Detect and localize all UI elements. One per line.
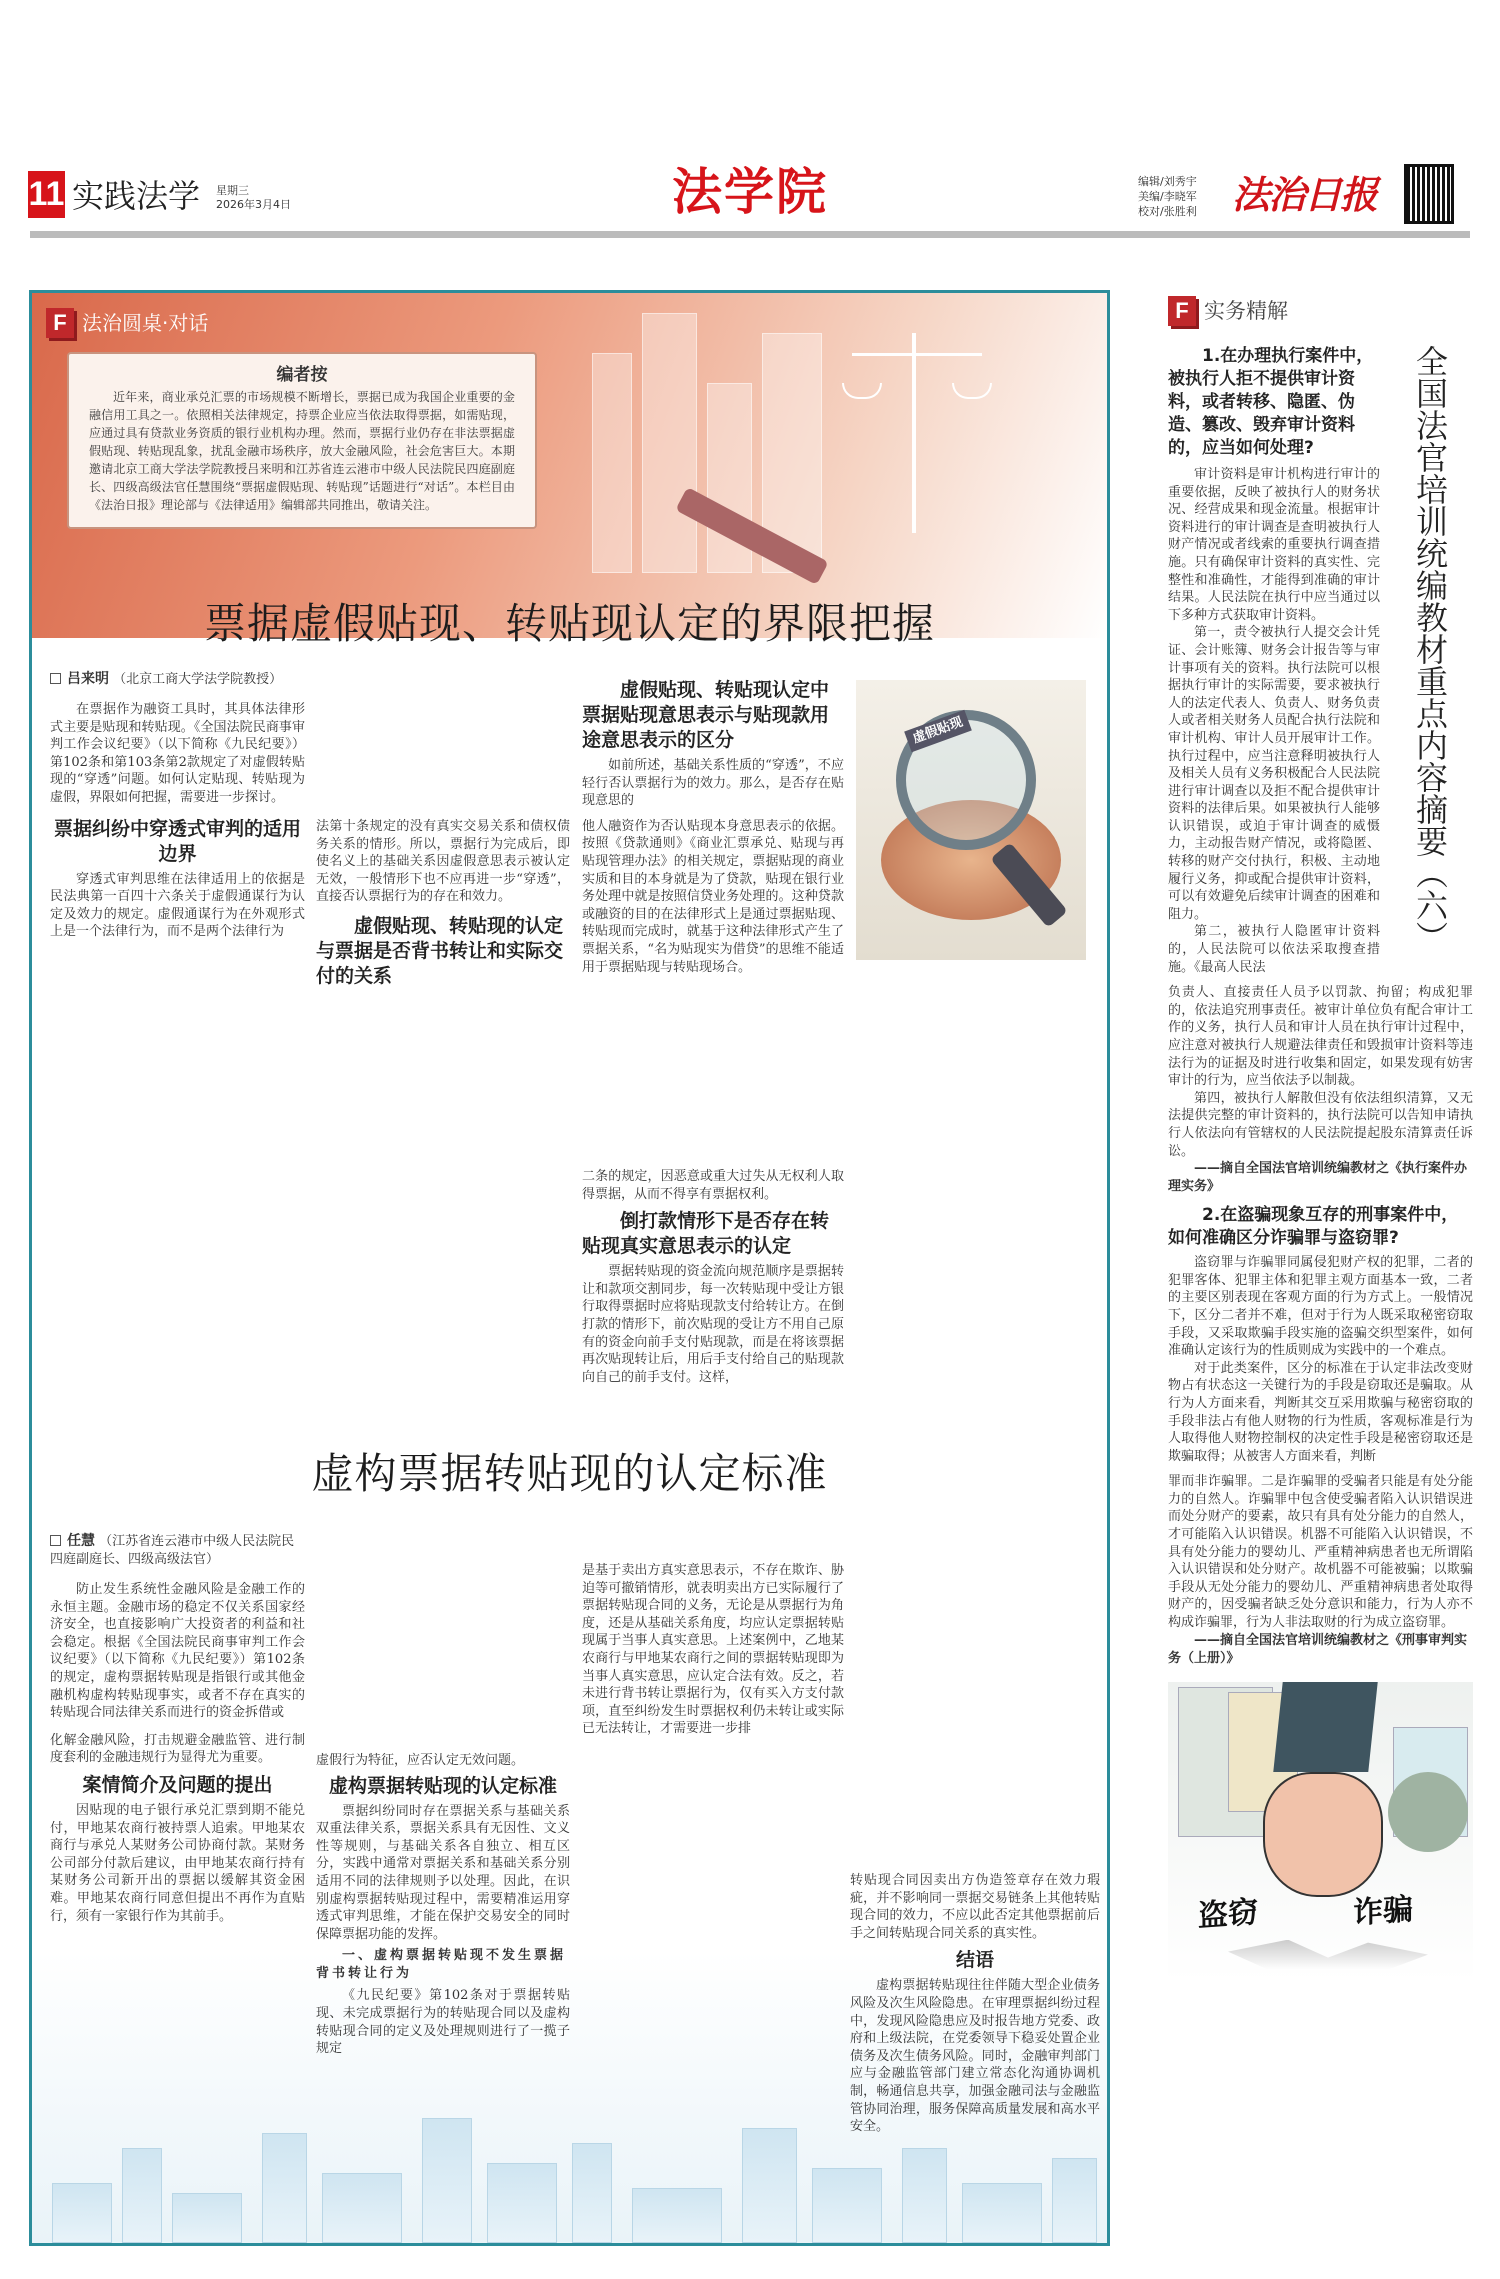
article2-paragraph: 是基于卖出方真实意思表示，不存在欺诈、胁迫等可撤销情形，就表明卖出方已实际履行了票据转贴现合同的义务，无论是从票据行为角度，还是从基础关系角度，均应认定票据转贴现属于当事人真实意思。上述案例中，乙地某农商行与甲地某农商行之间的票据转贴现即为当事人真实意思，应认定合法有效。反之，若未进行背书转让票据行为，仅有买入方支付款项，直至纠纷发生时票据权利仍未转让或实际已无法转让，才需要进一步排: [582, 1563, 844, 1737]
article1-col1: [50, 670, 305, 941]
art-editor: 美编/李晓军: [1138, 190, 1197, 203]
article2-title: 虚构票据转贴现的认定标准: [311, 1449, 828, 1498]
article2-paragraph: 票据纠纷同时存在票据关系与基础关系双重法律关系，票据关系具有无因性、文义性等规则，与基础关系各自独立、相互区分，实践中通常对票据关系和基础关系分别适用不同的法律规则予以处理。因此，在识别虚构票据转贴现过程中，需要精准运用穿透式审判思维，才能在保护交易安全的同时保障票据功能的发挥。: [316, 1803, 570, 1942]
author-name: 任慧: [67, 1533, 95, 1549]
section-title: 法学院: [672, 163, 828, 221]
article1-heading-3: 虚假贴现、转贴现认定中票据贴现意思表示与贴现款用途意思表示的区分: [582, 679, 830, 751]
article1-col3-lower: [582, 1168, 844, 1386]
crack-icon: [1228, 1940, 1428, 1970]
f-logo-icon: F: [46, 308, 74, 338]
issue-date: [216, 184, 291, 212]
article1-heading-1: 票据纠纷中穿透式审判的适用边界: [53, 817, 301, 865]
article2-col4: [850, 1872, 1100, 2136]
article1-byline: [50, 670, 305, 689]
sleeve-icon: [1273, 1682, 1377, 1772]
header-divider: [30, 231, 1470, 238]
article1-paragraph: 票据转贴现的资金流向规范顺序是票据转让和款项交割同步，每一次转贴现中受让方银行取得票据时应将贴现款支付给转让方。在倒打款的情形下，前次贴现的受让方不用自己原有的资金向前手支付贴现款，而是在将该票据再次贴现转让后，用后手支付给自己的贴现款向自己的前手支付。这样，: [582, 1264, 844, 1385]
editor-note-title: 编者按: [276, 365, 328, 385]
article2-paragraph: 转贴现合同因卖出方伪造签章存在效力瑕疵，并不影响同一票据交易链条上其他转贴现合同的效力，不应以此否定其他票据前后手之间转贴现合同关系的真实性。: [850, 1873, 1100, 1941]
article1-heading-2: 虚假贴现、转贴现的认定与票据是否背书转让和实际交付的关系: [316, 914, 564, 987]
article1-col2: [316, 818, 570, 989]
weekday: 星期三: [216, 184, 249, 197]
article1-paragraph: 法第十条规定的没有真实交易关系和债权债务关系的情形。所以，票据行为完成后，即使名义上的基础关系因虚假意思表示被认定无效，一般情形下也不应再进一步“穿透”，直接否认票据行为的存在和效力。: [316, 819, 570, 905]
article2-paragraph: 因贴现的电子银行承兑汇票到期不能兑付，甲地某农商行被持票人追索。甲地某农商行与承兑人某财务公司协商付款。某财务公司部分付款后建议，由甲地某农商行持有某财务公司新开出的票据以缓解其资金困难。甲地某农商行同意但提出不再作为直贴行，须有一家银行作为其前手。: [50, 1802, 305, 1924]
sidebar-paragraph: 盗窃罪与诈骗罪同属侵犯财产权的犯罪，二者的犯罪客体、犯罪主体和犯罪主观方面基本一致，二者的主要区别表现在客观方面的行为方式上。一般情况下，区分二者并不难，但对于行为人既采取秘密窃取手段，又采取欺骗手段实施的盗骗交织型案件，如何准确认定该行为的性质则成为实践中的一个难点。: [1168, 1255, 1473, 1359]
bullet-box-icon: [50, 673, 61, 684]
article2-col2: [316, 1752, 570, 2058]
page-number: 11: [28, 171, 65, 218]
sidebar-paragraph: 第一，责令被执行人提交会计凭证、会计账簿、财务会计报告等与审计事项有关的资料。执行法院可以根据执行审计的实际需要，要求被执行人的法定代表人、负责人、财务负责人或者相关财务人员配合执行法院和审计机构、审计人员开展审计工作。执行过程中，应当注意释明被执行人及相关人员有义务积极配合人民法院进行审计调查以及拒不配合提供审计资料的法律后果。如果被执行人能够认识错误，或迫于审计调查的威慑力，主动报告财产情况，或将隐匿、转移的财产交付执行，积极、主动地履行义务，抑或配合提供审计资料，可以有效避免后续审计调查的困难和阻力。: [1168, 625, 1380, 922]
source-citation: ——摘自全国法官培训统编教材之《执行案件办理实务》: [1168, 1161, 1468, 1195]
magnifier-illustration: [856, 680, 1086, 960]
editor-note: [67, 352, 537, 529]
illustration-word-theft: 盗窃: [1198, 1894, 1258, 1934]
question-2-heading: 2.在盗骗现象互存的刑事案件中，如何准确区分诈骗罪与盗窃罪?: [1168, 1205, 1459, 1249]
article1-intro: 在票据作为融资工具时，其具体法律形式主要是贴现和转贴现。《全国法院民商事审判工作会议纪要》（以下简称《九民纪要》）第102条和第103条第2款规定了对虚假转贴现的“穿透”问题。如何认定贴现、转贴现为虚假，界限如何把握，需要进一步探讨。: [50, 702, 305, 805]
article2-heading-2: 虚构票据转贴现的认定标准: [328, 1774, 557, 1797]
proofreader: 校对/张胜利: [1138, 205, 1197, 218]
date: 2026年3月4日: [216, 198, 291, 211]
article2-paragraph: 化解金融风险，打击规避金融监管、进行制度套利的金融违规行为显得尤为重要。: [50, 1732, 305, 1766]
article1-col3: [582, 678, 844, 976]
illustration-label: 虚假贴现: [904, 710, 972, 753]
article1-paragraph: 他人融资作为否认贴现本身意思表示的依据。按照《贷款通则》《商业汇票承兑、贴现与再贴现管理办法》的相关规定，票据贴现的商业实质和目的本身就是为了贷款，贴现在银行业务处理中就是按照信贷业务处理的。这种贷款或融资的目的在法律形式上是通过票据贴现、转贴现而完成时，就基于这种法律形式产生了票据关系，“名为贴现实为借贷”的思维不能适用于票据贴现与转贴现场合。: [582, 818, 844, 975]
article2-paragraph: 《九民纪要》第102条对于票据转贴现、未完成票据行为的转贴现合同以及虚构转贴现合同的定义及处理规则进行了一揽子规定: [316, 1988, 570, 2057]
article2-paragraph: 虚构票据转贴现往往伴随大型企业债务风险及次生风险隐患。在审理票据纠纷过程中，发现风险隐患应及时报告地方党委、政府和上级法院，在党委领导下稳妥处置企业债务及次生债务风险。同时，金融审判部门应与金融监管部门建立常态化沟通协调机制，畅通信息共享，加强金融司法与金融监管协同治理，服务保障高质量发展和高水平安全。: [850, 1978, 1100, 2135]
article2-byline: [50, 1532, 305, 1569]
article2-heading-1: 案情简介及问题的提出: [82, 1773, 273, 1796]
scale-icon: [912, 333, 916, 533]
article2-col1: [50, 1532, 305, 1925]
article1-heading-4: 倒打款情形下是否存在转贴现真实意思表示的认定: [582, 1210, 830, 1258]
editor-credits: [1138, 174, 1197, 219]
sidebar-tag-label: 实务精解: [1204, 299, 1288, 323]
article2-subheading: 一、虚构票据转贴现不发生票据背书转让行为: [316, 1948, 567, 1982]
column-tag-label: 法治圆桌·对话: [82, 311, 209, 335]
f-logo-icon: F: [1168, 296, 1196, 326]
sidebar-paragraph: 负责人、直接责任人员予以罚款、拘留；构成犯罪的，依法追究刑事责任。被审计单位负有配合审计工作的义务，执行人员和审计人员在执行审计过程中，应注意对被执行人规避法律责任和毁损审计资料等违法行为的证据及时进行收集和固定，如果发现有妨害审计的行为，应当依法予以制裁。: [1168, 985, 1473, 1089]
sidebar-paragraph: 罪而非诈骗罪。二是诈骗罪的受骗者只能是有处分能力的自然人。诈骗罪中包含使受骗者陷入认识错误进而处分财产的要素，故只有具有处分能力的自然人，才可能陷入认识错误。机器不可能陷入认识错误，不具有处分能力的婴幼儿、严重精神病患者也无所谓陷入认识错误和处分财产。故机器不可能被骗；以欺骗手段从无处分能力的婴幼儿、严重精神病患者处取得财产的，因受骗者缺乏处分意识和能力，行为人亦不构成诈骗罪，行为人非法取财的行为成立盗窃罪。: [1168, 1474, 1473, 1631]
article1-paragraph: 如前所述，基础关系性质的“穿透”，不应轻行否认票据行为的效力。那么，是否存在贴现意思的: [582, 758, 844, 809]
column-name: 实践法学: [72, 177, 201, 215]
sidebar-paragraph: 审计资料是审计机构进行审计的重要依据，反映了被执行人的财务状况、经营成果和现金流量。根据审计资料进行的审计调查是查明被执行人财产情况或者线索的重要执行调查措施。只有确保审计资料的真实性、完整性和准确性，才能得到准确的审计结果。人民法院在执行中应当通过以下多种方式获取审计资料。: [1168, 467, 1380, 623]
sidebar-vertical-title: 全国法官培训统编教材重点内容摘要（六）: [1411, 345, 1449, 953]
source-citation: ——摘自全国法官培训统编教材之《刑事审判实务（上册）》: [1168, 1632, 1468, 1666]
article1-title: 票据虚假贴现、转贴现认定的界限把握: [203, 599, 935, 648]
article2-conclusion-heading: 结语: [955, 1949, 994, 1972]
fist-icon: [1263, 1772, 1383, 1897]
author-name: 吕来明: [67, 671, 109, 687]
bullet-box-icon: [50, 1535, 61, 1546]
article2-intro: 防止发生系统性金融风险是金融工作的永恒主题。金融市场的稳定不仅关系国家经济安全，也直接影响广大投资者的利益和社会稳定。根据《全国法院民商事审判工作会议纪要》（以下简称《九民纪要》）第102条的规定，虚构票据转贴现是指银行或其他金融机构虚构转贴现事实，或者不存在真实的转贴现合同法律关系而进行的资金拆借或: [50, 1582, 305, 1721]
author-affiliation: （北京工商大学法学院教授）: [113, 672, 283, 687]
skyline-decoration: [32, 2100, 1107, 2243]
sidebar-q1-lower: [1168, 984, 1473, 1465]
question-1-heading: 1.在办理执行案件中，被执行人拒不提供审计资料，或者转移、隐匿、伪造、篡改、毁弃审计资料的，应当如何处理?: [1168, 346, 1374, 458]
sidebar-content: [1168, 345, 1473, 1982]
sidebar-paragraph: 第二，被执行人隐匿审计资料的，人民法院可以依法采取搜查措施。《最高人民法: [1168, 924, 1380, 975]
sidebar-paragraph: 对于此类案件，区分的标准在于认定非法改变财物占有状态这一关键行为的手段是窃取还是骗取。从行为人方面来看，判断其交互采用欺骗与秘密窃取的手段非法占有他人财物的行为性质，客观标准是行为人取得他人财物控制权的决定性手段是秘密窃取还是欺骗取得；从被害人方面来看，判断: [1168, 1360, 1473, 1464]
sidebar-q1: [1168, 345, 1380, 976]
article1-paragraph: 穿透式审判思维在法律适用上的依据是民法典第一百四十六条关于虚假通谋行为认定及效力的规定。虚假通谋行为在外观形式上是一个法律行为，而不是两个法律行为: [50, 871, 305, 940]
sidebar-paragraph: 第四，被执行人解散但没有依法组织清算，又无法提供完整的审计资料的，执行法院可以告知申请执行人依法向有管辖权的人民法院提起股东清算责任诉讼。: [1168, 1090, 1473, 1159]
article1-paragraph: 二条的规定，因恶意或重大过失从无权利人取得票据，从而不得享有票据权利。: [582, 1169, 844, 1202]
editor: 编辑/刘秀宇: [1138, 175, 1197, 188]
author-affiliation: （江苏省连云港市中级人民法院民四庭副庭长、四级高级法官）: [50, 1534, 295, 1567]
masthead-logo: 法治日报: [1232, 172, 1377, 217]
sidebar-tag: [1168, 296, 1288, 326]
editor-note-text: 近年来，商业承兑汇票的市场规模不断增长，票据已成为我国企业重要的金融信用工具之一。依照相关法律规定，持票企业应当依法取得票据，如需贴现，应通过具有贷款业务资质的银行业机构办理。然而，票据行业仍存在非法票据虚假贴现、转贴现乱象，扰乱金融市场秩序，放大金融风险，社会危害巨大。本期邀请北京工商大学法学院教授吕来明和江苏省连云港市中级人民法院民四庭副庭长、四级高级法官任慧围绕“票据虚假贴现、转贴现”话题进行“对话”。本栏目由《法治日报》理论部与《法律适用》编辑部共同推出，敬请关注。: [89, 390, 515, 512]
qr-code-icon: [1404, 164, 1454, 224]
illustration-word-fraud: 诈骗: [1353, 1891, 1413, 1931]
fist-illustration: [1168, 1682, 1473, 1982]
article2-paragraph: 虚假行为特征，应否认定无效问题。: [316, 1753, 525, 1768]
column-tag: [46, 308, 208, 338]
sidebar-q2-lower: [1168, 1473, 1473, 1667]
